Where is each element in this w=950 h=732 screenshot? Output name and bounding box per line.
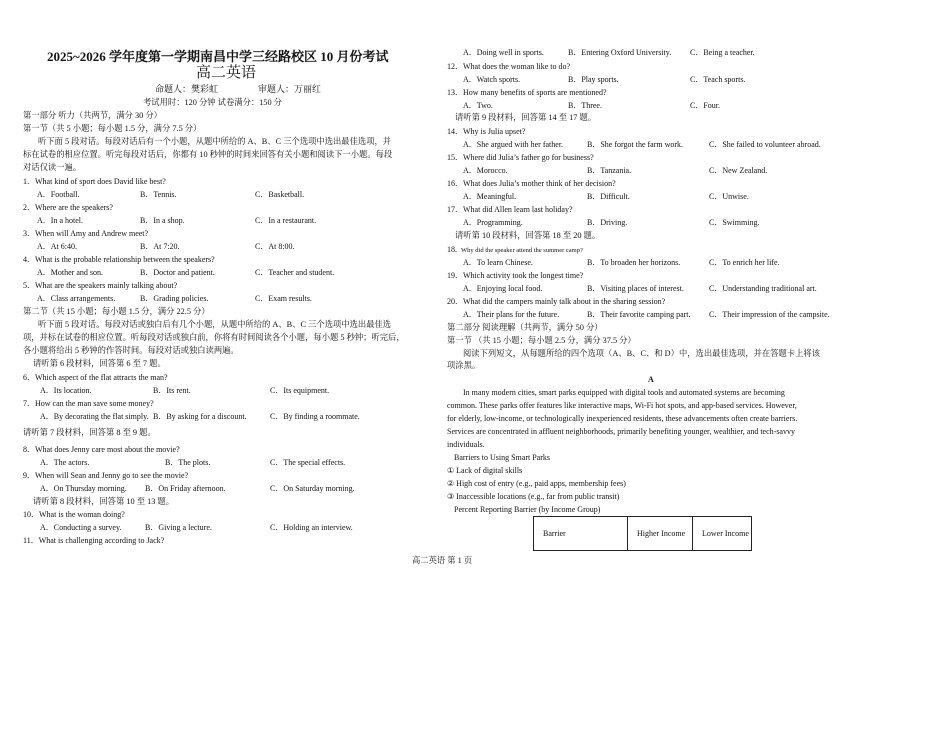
table-header-row xyxy=(534,517,752,551)
option-b: B．Difficult. xyxy=(587,192,630,201)
option-a: A．Class arrangements. xyxy=(37,294,116,303)
option-a: A．Enjoying local food. xyxy=(463,284,543,293)
option-a: A．Conducting a survey. xyxy=(40,523,122,532)
question-text: 2．Where are the speakers? xyxy=(23,203,113,212)
option-c: C．Four. xyxy=(690,101,721,110)
instruction-line: 阅读下列短文，从每题所给的四个选项（A、B、C、和 D）中，选出最佳选项，并在答题卡上将该 xyxy=(463,349,821,358)
option-b: B．Their favorite camping part. xyxy=(587,310,691,319)
question-text: 15．Where did Julia’s father go for business? xyxy=(447,153,594,162)
option-a: A．In a hotel. xyxy=(37,216,83,225)
option-c: C．Holding an interview. xyxy=(270,523,353,532)
part2-heading: 第二部分 阅读理解（共两节，满分 50 分） xyxy=(447,323,603,332)
option-a: A．Mother and son. xyxy=(37,268,103,277)
passage-line: In many modern cities, smart parks equipped with digital tools and automated systems are becoming xyxy=(463,388,785,397)
option-c: C．She failed to volunteer abroad. xyxy=(709,140,821,149)
option-c: C．Being a teacher. xyxy=(690,48,755,57)
question-text: 5．What are the speakers mainly talking about? xyxy=(23,281,178,290)
question-text: 16．What does Julia’s mother think of her decision? xyxy=(447,179,616,188)
instruction-line: 项涂黑。 xyxy=(447,361,481,370)
question-text: 17．What did Allen learn last holiday? xyxy=(447,205,573,214)
material-note: 请听第 8 段材料，回答第 10 至 13 题。 xyxy=(33,497,175,506)
instruction-line: 各小题将给出 5 秒钟的作答时间。每段对话或独白读两遍。 xyxy=(23,346,239,355)
option-c: C．Basketball. xyxy=(255,190,305,199)
instruction-line: 听下面 5 段对话。每段对话或独白后有几个小题，从题中所给的 A、B、C 三个选项中选出最佳选 xyxy=(38,320,392,329)
question-text: 10．What is the woman doing? xyxy=(23,510,125,519)
option-a: A．Doing well in sports. xyxy=(463,48,544,57)
option-b: B．Giving a lecture. xyxy=(145,523,212,532)
page-footer: 高二英语 第 1 页 xyxy=(412,556,473,565)
material-note: 请听第 9 段材料，回答第 14 至 17 题。 xyxy=(455,113,597,122)
question-text: 12．What does the woman like to do? xyxy=(447,62,571,71)
option-b: B．Tennis. xyxy=(140,190,177,199)
option-c: C．Swimming. xyxy=(709,218,760,227)
option-b: B．Play sports. xyxy=(568,75,619,84)
option-c: C．To enrich her life. xyxy=(709,258,780,267)
author: 命题人：樊彩虹 xyxy=(155,84,219,94)
option-b: B．Grading policies. xyxy=(140,294,209,303)
option-a: A．Watch sports. xyxy=(463,75,521,84)
option-c: C．Understanding traditional art. xyxy=(709,284,817,293)
option-b: B．Its rent. xyxy=(153,386,191,395)
time-score: 考试用时：120 分钟 试卷满分：150 分 xyxy=(143,98,282,107)
question-text: 19．Which activity took the longest time? xyxy=(447,271,584,280)
option-a: A．Its location. xyxy=(40,386,92,395)
option-b: B．She forgot the farm work. xyxy=(587,140,684,149)
instruction-line: 标在试卷的相应位置。听完每段对话后，你都有 10 秒钟的时间来回答有关小题和阅读下一小题。每段 xyxy=(23,150,393,159)
question-text: 3．When will Amy and Andrew meet? xyxy=(23,229,149,238)
option-b: B．To broaden her horizons. xyxy=(587,258,681,267)
barrier-table xyxy=(533,516,752,551)
option-c: C．Unwise. xyxy=(709,192,749,201)
table-header: Higher Income xyxy=(628,517,693,551)
list-item: ① Lack of digital skills xyxy=(447,466,523,475)
table-header: Lower Income xyxy=(693,517,752,551)
option-a: A．To learn Chinese. xyxy=(463,258,533,267)
passage-line: individuals. xyxy=(447,440,485,449)
option-b: B．At 7:20. xyxy=(140,242,180,251)
list-title: Barriers to Using Smart Parks xyxy=(454,453,550,462)
option-b: B．On Friday afternoon. xyxy=(145,484,226,493)
option-a: A．Meaningful. xyxy=(463,192,517,201)
option-a: A．Two. xyxy=(463,101,493,110)
option-c: C．Teach sports. xyxy=(690,75,746,84)
exam-title: 2025~2026 学年度第一学期南昌中学三经路校区 10 月份考试 xyxy=(47,49,389,64)
option-a: A．She argued with her father. xyxy=(463,140,564,149)
question-text: 1．What kind of sport does David like best? xyxy=(23,177,166,186)
option-b: B．By asking for a discount. xyxy=(153,412,247,421)
option-c: C．By finding a roommate. xyxy=(270,412,360,421)
option-a: A．The actors. xyxy=(40,458,90,467)
question-text: 9．When will Sean and Jenny go to see the movie? xyxy=(23,471,189,480)
question-text: Why did the speaker attend the summer camp? xyxy=(461,247,583,254)
passage-line: Services are concentrated in affluent neighborhoods, primarily benefiting younger, wealthier, and tech-savvy xyxy=(447,427,795,436)
option-c: C．At 8:00. xyxy=(255,242,295,251)
part2-sec1: 第一节 （共 15 小题；每小题 2.5 分，满分 37.5 分） xyxy=(447,336,636,345)
option-b: B．The plots. xyxy=(165,458,211,467)
list-item: ③ Inaccessible locations (e.g., far from public transit) xyxy=(447,492,620,501)
material-note: 请听第 6 段材料，回答第 6 至 7 题。 xyxy=(33,359,166,368)
subject-title: 高二英语 xyxy=(196,65,257,81)
instruction-line: 听下面 5 段对话。每段对话后有一个小题，从题中所给的 A、B、C 三个选项中选出最佳选项，并 xyxy=(38,137,392,146)
list-item: ② High cost of entry (e.g., paid apps, membership fees) xyxy=(447,479,626,488)
option-b: B．Doctor and patient. xyxy=(140,268,215,277)
question-text: 20．What did the campers mainly talk about in the sharing session? xyxy=(447,297,666,306)
part1-sec1: 第一节（共 5 小题；每小题 1.5 分，满分 7.5 分） xyxy=(23,124,202,133)
option-b: B．Visiting places of interest. xyxy=(587,284,684,293)
option-b: B．Driving. xyxy=(587,218,628,227)
option-c: C．On Saturday morning. xyxy=(270,484,355,493)
question-text: 11．What is challenging according to Jack? xyxy=(23,536,165,545)
option-a: A．Morocco. xyxy=(463,166,508,175)
passage-line: common. These parks offer features like interactive maps, Wi-Fi hot spots, and app-based services. However, xyxy=(447,401,797,410)
option-a: A．By decorating the flat simply. xyxy=(40,412,149,421)
option-c: C．In a restaurant. xyxy=(255,216,317,225)
material-note: 请听第 7 段材料，回答第 8 至 9 题。 xyxy=(23,428,156,437)
question-text: 7．How can the man save some money? xyxy=(23,399,154,408)
option-c: C．New Zealand. xyxy=(709,166,768,175)
option-c: C．The special effects. xyxy=(270,458,346,467)
instruction-line: 对话仅读一遍。 xyxy=(23,163,82,172)
option-b: B．In a shop. xyxy=(140,216,185,225)
question-text: 14．Why is Julia upset? xyxy=(447,127,526,136)
question-text: 4．What is the probable relationship between the speakers? xyxy=(23,255,215,264)
passage-label: A xyxy=(648,375,654,384)
option-c: C．Their impression of the campsite. xyxy=(709,310,830,319)
option-b: B．Tanzania. xyxy=(587,166,632,175)
part1-heading: 第一部分 听力（共两节，满分 30 分） xyxy=(23,111,162,120)
table-title: Percent Reporting Barrier (by Income Group) xyxy=(454,505,601,514)
option-a: A．At 6:40. xyxy=(37,242,77,251)
part1-sec2: 第二节（共 15 小题；每小题 1.5 分，满分 22.5 分） xyxy=(23,307,210,316)
option-b: B．Entering Oxford University. xyxy=(568,48,672,57)
option-b: B．Three. xyxy=(568,101,602,110)
option-c: C．Exam results. xyxy=(255,294,312,303)
option-a: A．On Thursday morning. xyxy=(40,484,127,493)
instruction-line: 项，并标在试卷的相应位置。听每段对话或独白前，你将有时间阅读各个小题，每小题 5 秒钟；听完后， xyxy=(23,333,405,342)
material-note: 请听第 10 段材料，回答第 18 至 20 题。 xyxy=(455,231,601,240)
passage-line: for elderly, low-income, or technologically inexperienced residents, these advancements often create barriers. xyxy=(447,414,798,423)
option-c: C．Teacher and student. xyxy=(255,268,335,277)
option-a: A．Football. xyxy=(37,190,80,199)
question-text: 13．How many benefits of sports are mentioned? xyxy=(447,88,607,97)
question-text: 6．Which aspect of the flat attracts the man? xyxy=(23,373,168,382)
reviewer: 审题人：万丽红 xyxy=(258,84,322,94)
option-a: A．Their plans for the future. xyxy=(463,310,560,319)
option-a: A．Programming. xyxy=(463,218,523,227)
question-number: 18. xyxy=(447,245,457,254)
question-text: 8．What does Jenny care most about the movie? xyxy=(23,445,180,454)
option-c: C．Its equipment. xyxy=(270,386,330,395)
table-header: Barrier xyxy=(534,517,628,551)
